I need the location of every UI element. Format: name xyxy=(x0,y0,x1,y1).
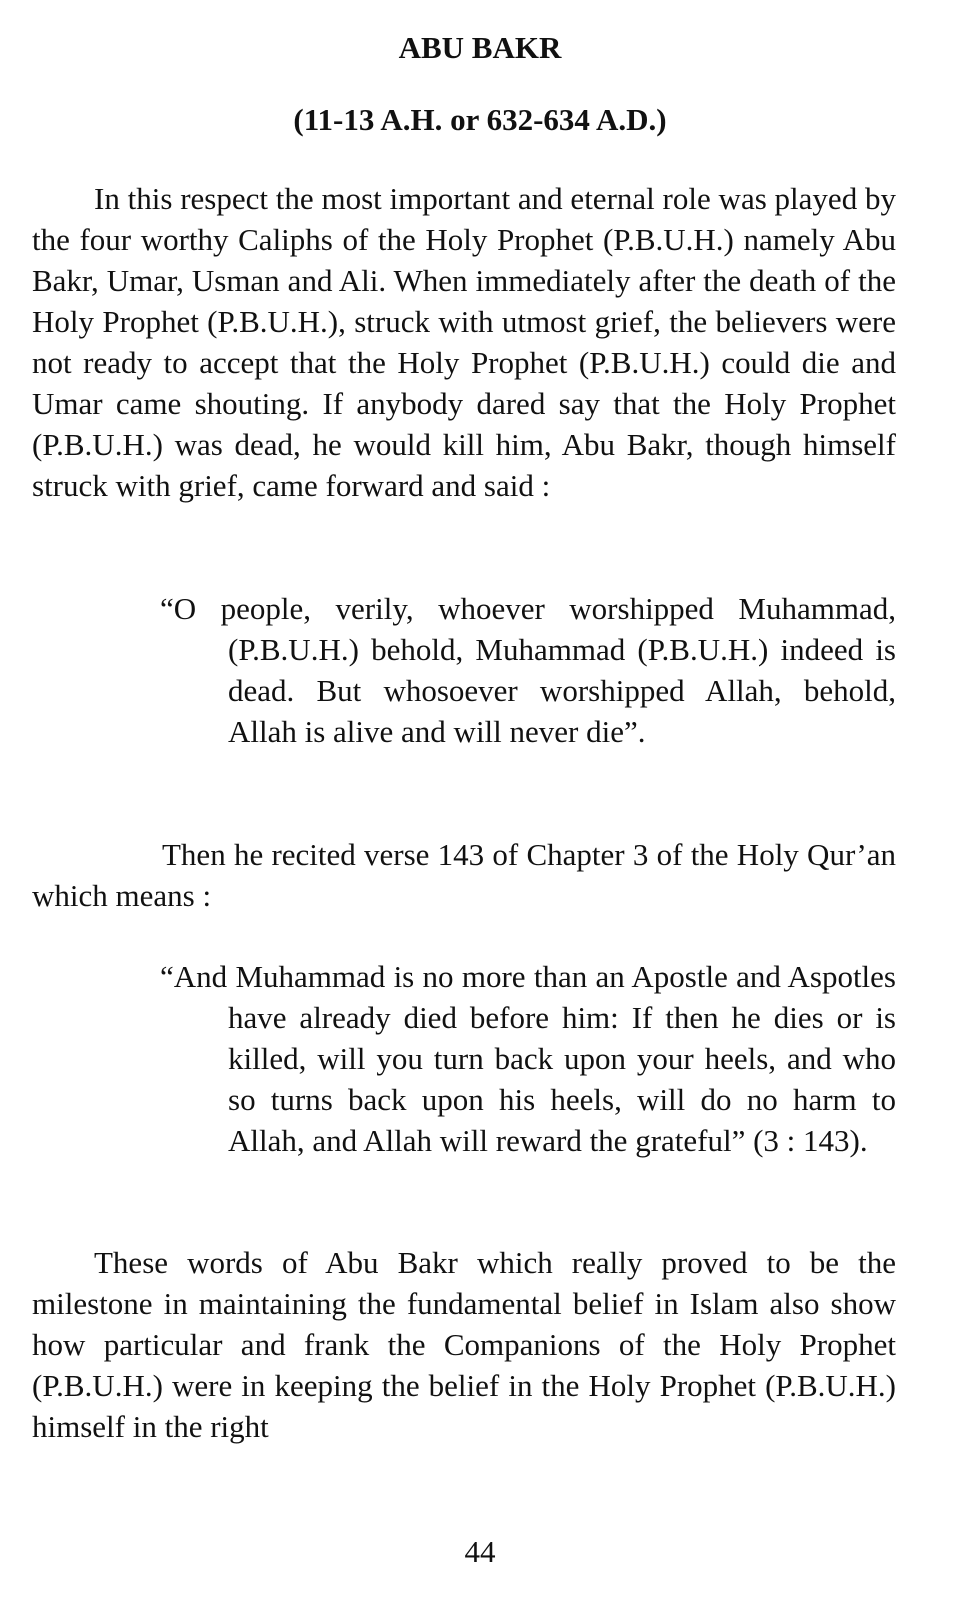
block-quote-1: “O people, verily, whoever worshipped Muhammad,(P.B.U.H.) behold, Muhammad (P.B.U.H.) indeed is dead. But whosoever worshipped Allah, behold, Allah is alive and will never die”. xyxy=(160,591,896,749)
page-number: 44 xyxy=(464,1534,496,1569)
body-paragraph-3: These words of Abu Bakr which really proved to be the milestone in maintaining the fundamental belief in Islam also show how particular and frank the Companions of the Holy Prophet (P.B.U.H.) were in keeping the belief in the Holy Prophet (P.B.U.H.) himself in the right xyxy=(32,1245,896,1444)
body-paragraph-1: In this respect the most important and eternal role was played by the four worthy Caliphs of the Holy Prophet (P.B.U.H.) namely Abu Bakr, Umar, Usman and Ali. When immediately after the death of the Holy Prophet (P.B.U.H.), struck with utmost grief, the believers were not ready to accept that the Holy Prophet (P.B.U.H.) could die and Umar came shouting. If anybody dared say that the Holy Prophet (P.B.U.H.) was dead, he would kill him, Abu Bakr, though himself struck with grief, came forward and said : xyxy=(32,181,896,503)
chapter-date-range: (11-13 A.H. or 632-634 A.D.) xyxy=(293,102,667,137)
body-paragraph-2: Then he recited verse 143 of Chapter 3 of the Holy Qur’an which means : xyxy=(32,837,896,913)
block-quote-2: “And Muhammad is no more than an Apostle and Aspotles have already died before him: If then he dies or is killed, will you turn back upon your heels, and who so turns back upon his heels, will do no harm to Allah, and Allah will reward the grateful” (3 : 143). xyxy=(160,959,896,1158)
chapter-title: ABU BAKR xyxy=(398,30,562,65)
